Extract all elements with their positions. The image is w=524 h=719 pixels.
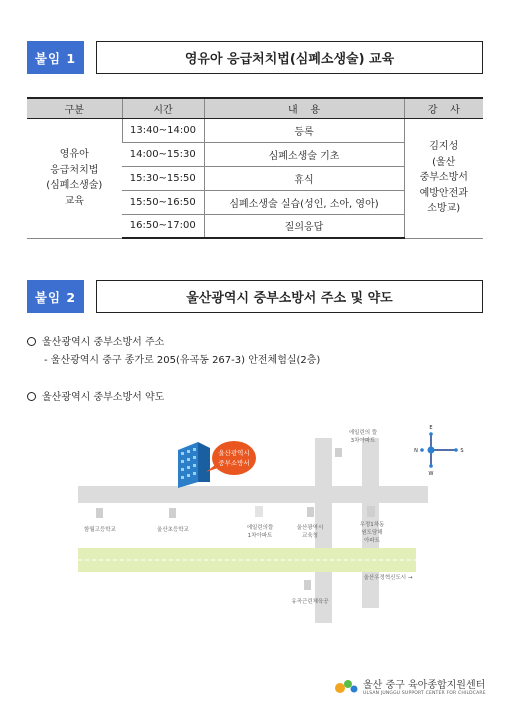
footer-name: 울산 중구 육아종합지원센터 — [363, 680, 486, 691]
category-line: 응급처치법 — [50, 164, 99, 176]
appendix1-header — [27, 41, 483, 74]
appendix2-header — [27, 280, 483, 313]
category-line: 교육 — [64, 195, 84, 207]
appendix1-badge: 붙임 1 — [27, 41, 84, 74]
instructor-line: (울산 — [432, 156, 456, 168]
schedule-header-row — [27, 98, 483, 118]
content-cell: 심폐소생술 기초 — [204, 142, 404, 166]
address-heading-text: 울산광역시 중부소방서 주소 — [42, 337, 165, 348]
building-icon — [304, 580, 311, 590]
label-apt1: 1차아파트 — [247, 533, 273, 539]
compass-n: N — [414, 448, 418, 454]
header-time: 시간 — [122, 98, 204, 118]
label-apt2: 아파트 — [364, 538, 380, 544]
address-heading — [27, 333, 164, 348]
building-icon — [335, 448, 342, 457]
map-heading-text: 울산광역시 중부소방서 약도 — [42, 392, 165, 403]
compass-icon — [414, 425, 463, 477]
fire-station-callout — [206, 441, 256, 475]
label-road: 울산우정혁신도시 → — [363, 575, 413, 581]
bullet-circle-icon — [27, 392, 36, 401]
location-map — [60, 410, 490, 625]
time-cell: 14:00~15:30 — [122, 142, 204, 166]
label-apt-top: 3차아파트 — [350, 438, 376, 444]
label-park: 유곡근린체육공 — [291, 599, 329, 605]
time-cell: 15:30~15:50 — [122, 166, 204, 190]
appendix1-title: 영유아 응급처치법(심폐소생술) 교육 — [96, 41, 483, 74]
header-category: 구분 — [27, 98, 122, 118]
instructor-line: 김지성 — [429, 141, 459, 153]
building-icon — [367, 506, 375, 517]
schedule-table — [27, 97, 483, 239]
category-cell — [27, 118, 122, 238]
content-cell: 휴식 — [204, 166, 404, 190]
label-apt-top: 에일린의 뜰 — [348, 430, 378, 436]
label-office: 울산광역시 — [296, 525, 324, 531]
instructor-line: 예방안전과 — [419, 187, 468, 199]
header-content: 내 용 — [204, 98, 404, 118]
bullet-circle-icon — [27, 337, 36, 346]
appendix2-badge: 붙임 2 — [27, 280, 84, 313]
compass-w: W — [428, 471, 434, 477]
time-cell: 13:40~14:00 — [122, 118, 204, 142]
address-detail: - 울산광역시 중구 종가로 205(유곡동 267-3) 안전체험실(2층) — [44, 355, 321, 366]
category-line: 영유아 — [59, 149, 89, 160]
footer-english: ULSAN JUNGGU SUPPORT CENTER FOR CHILDCARE — [363, 691, 486, 696]
label-apt1: 에일린의뜰 — [246, 525, 274, 531]
instructor-line: 중부소방서 — [419, 172, 468, 184]
building-icon — [255, 506, 263, 517]
content-cell: 등록 — [204, 118, 404, 142]
header-instructor: 강 사 — [404, 98, 483, 118]
content-cell: 심폐소생술 실습(성인, 소아, 영아) — [204, 190, 404, 214]
center-logo-icon — [333, 677, 359, 695]
table-row — [27, 118, 483, 142]
instructor-line: 소방교) — [427, 203, 461, 215]
building-icon — [307, 507, 314, 517]
instructor-cell — [404, 118, 483, 238]
content-cell: 질의응답 — [204, 214, 404, 238]
footer-logo — [333, 676, 486, 696]
compass-s: S — [460, 448, 464, 454]
category-line: (심폐소생술) — [46, 180, 103, 191]
label-office: 교육청 — [302, 533, 318, 539]
label-apt2: 원도담해 — [361, 530, 383, 536]
time-cell: 16:50~17:00 — [122, 214, 204, 238]
appendix2-title: 울산광역시 중부소방서 주소 및 약도 — [96, 280, 483, 313]
fire-station-building-icon — [178, 442, 210, 488]
building-icon — [169, 508, 176, 518]
time-cell: 15:50~16:50 — [122, 190, 204, 214]
label-apt2: 우정1차동 — [359, 522, 385, 528]
compass-e: E — [429, 425, 433, 431]
building-icon — [96, 508, 103, 518]
map-heading — [27, 388, 164, 403]
label-school1: 함월고등학교 — [84, 527, 116, 533]
label-school2: 울산초등학교 — [157, 527, 189, 533]
callout-line: 울산광역시 — [218, 449, 250, 457]
callout-line: 중부소방서 — [218, 459, 250, 467]
